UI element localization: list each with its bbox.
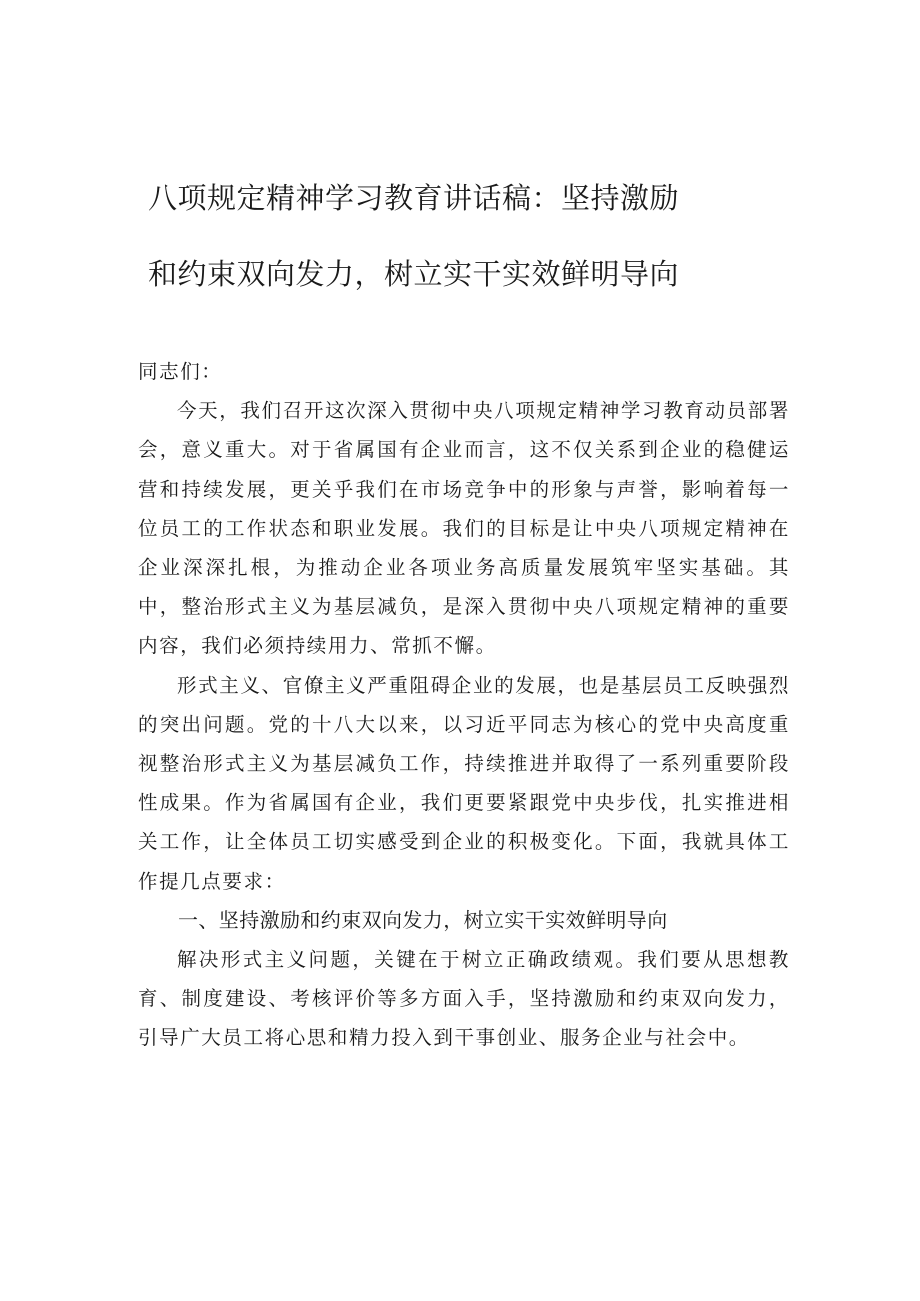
title-line-1: 八项规定精神学习教育讲话稿：坚持激励 [148, 181, 680, 215]
salutation: 同志们： [138, 360, 223, 383]
paragraph-1: 今天，我们召开这次深入贯彻中央八项规定精神学习教育动员部署会，意义重大。对于省属国有企业而言，这不仅关系到企业的稳健运营和持续发展，更关乎我们在市场竞争中的形象与声誉，影响着每一位员工的工作状态和职业发展。我们的目标是让中央八项规定精神在企业深深扎根，为推动企业各项业务高质量发展筑牢坚实基础。其中，整治形式主义为基层减负，是深入贯彻中央八项规定精神的重要内容，我们必须持续用力、常抓不懈。 [138, 399, 790, 658]
section-heading-1: 一、坚持激励和约束双向发力，树立实干实效鲜明导向 [178, 907, 668, 932]
title-line-2: 和约束双向发力，树立实干实效鲜明导向 [148, 257, 680, 291]
section-paragraph-1: 解决形式主义问题，关键在于树立正确政绩观。我们要从思想教育、制度建设、考核评价等多方面入手，坚持激励和约束双向发力，引导广大员工将心思和精力投入到干事创业、服务企业与社会中。 [138, 948, 790, 1050]
document-title [148, 160, 768, 312]
document-body [138, 352, 790, 1058]
paragraph-2: 形式主义、官僚主义严重阻碍企业的发展，也是基层员工反映强烈的突出问题。党的十八大以来，以习近平同志为核心的党中央高度重视整治形式主义为基层减负工作，持续推进并取得了一系列重要阶段性成果。作为省属国有企业，我们更要紧跟党中央步伐，扎实推进相关工作，让全体员工切实感受到企业的积极变化。下面，我就具体工作提几点要求： [138, 673, 790, 893]
